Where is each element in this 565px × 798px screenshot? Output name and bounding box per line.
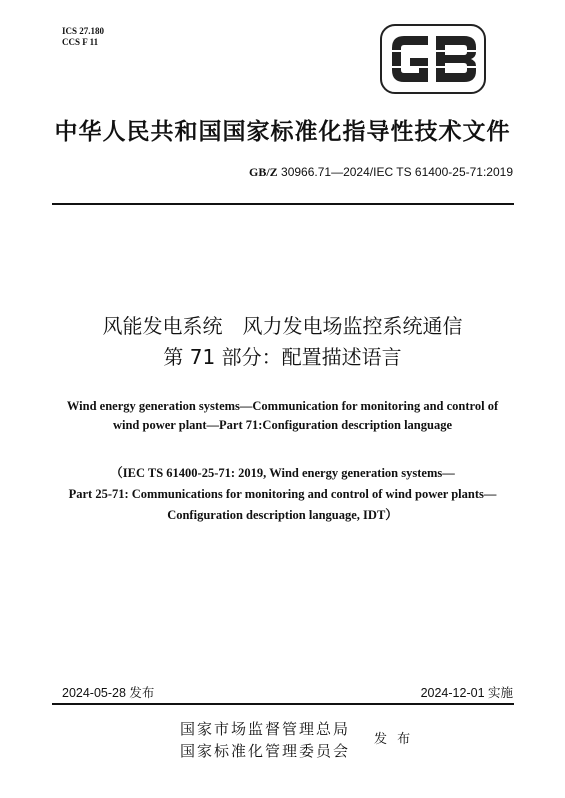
equivalence-line-2: Part 25-71: Communications for monitoring and control of wind power plants—	[68, 487, 497, 501]
ccs-code: CCS F 11	[62, 37, 99, 47]
issuer-samr: 国家市场监督管理总局	[180, 720, 351, 738]
title-cn-line-1: 风能发电系统 风力发电场监控系统通信	[102, 314, 463, 338]
bottom-rule	[52, 703, 514, 705]
classification-codes	[62, 26, 104, 48]
title-cn-line-2: 第 71 部分：配置描述语言	[163, 345, 402, 369]
issuer-sac: 国家标准化管理委员会	[180, 742, 351, 760]
document-type-title: 中华人民共和国国家标准化指导性技术文件	[54, 119, 511, 145]
standard-code-prefix: GB/Z	[249, 165, 278, 179]
ics-code: ICS 27.180	[62, 26, 105, 36]
standard-code	[249, 165, 513, 180]
equivalence-line-3: Configuration description language, IDT）	[167, 508, 398, 522]
equivalence-line-1: （IEC TS 61400-25-71: 2019, Wind energy generation systems—	[110, 466, 455, 480]
issue-date: 2024-05-28 发布	[62, 686, 155, 700]
gb-logo	[380, 24, 486, 94]
title-en-line-2: wind power plant—Part 71:Configuration description language	[112, 418, 453, 432]
top-rule	[52, 203, 514, 205]
title-en-line-1: Wind energy generation systems—Communication for monitoring and control of	[66, 399, 499, 413]
issuing-authorities	[180, 718, 350, 762]
standard-code-number: 30966.71—2024/IEC TS 61400-25-71:2019	[281, 165, 513, 179]
issue-label: 发 布	[374, 732, 414, 747]
implementation-date: 2024-12-01 实施	[420, 686, 513, 700]
